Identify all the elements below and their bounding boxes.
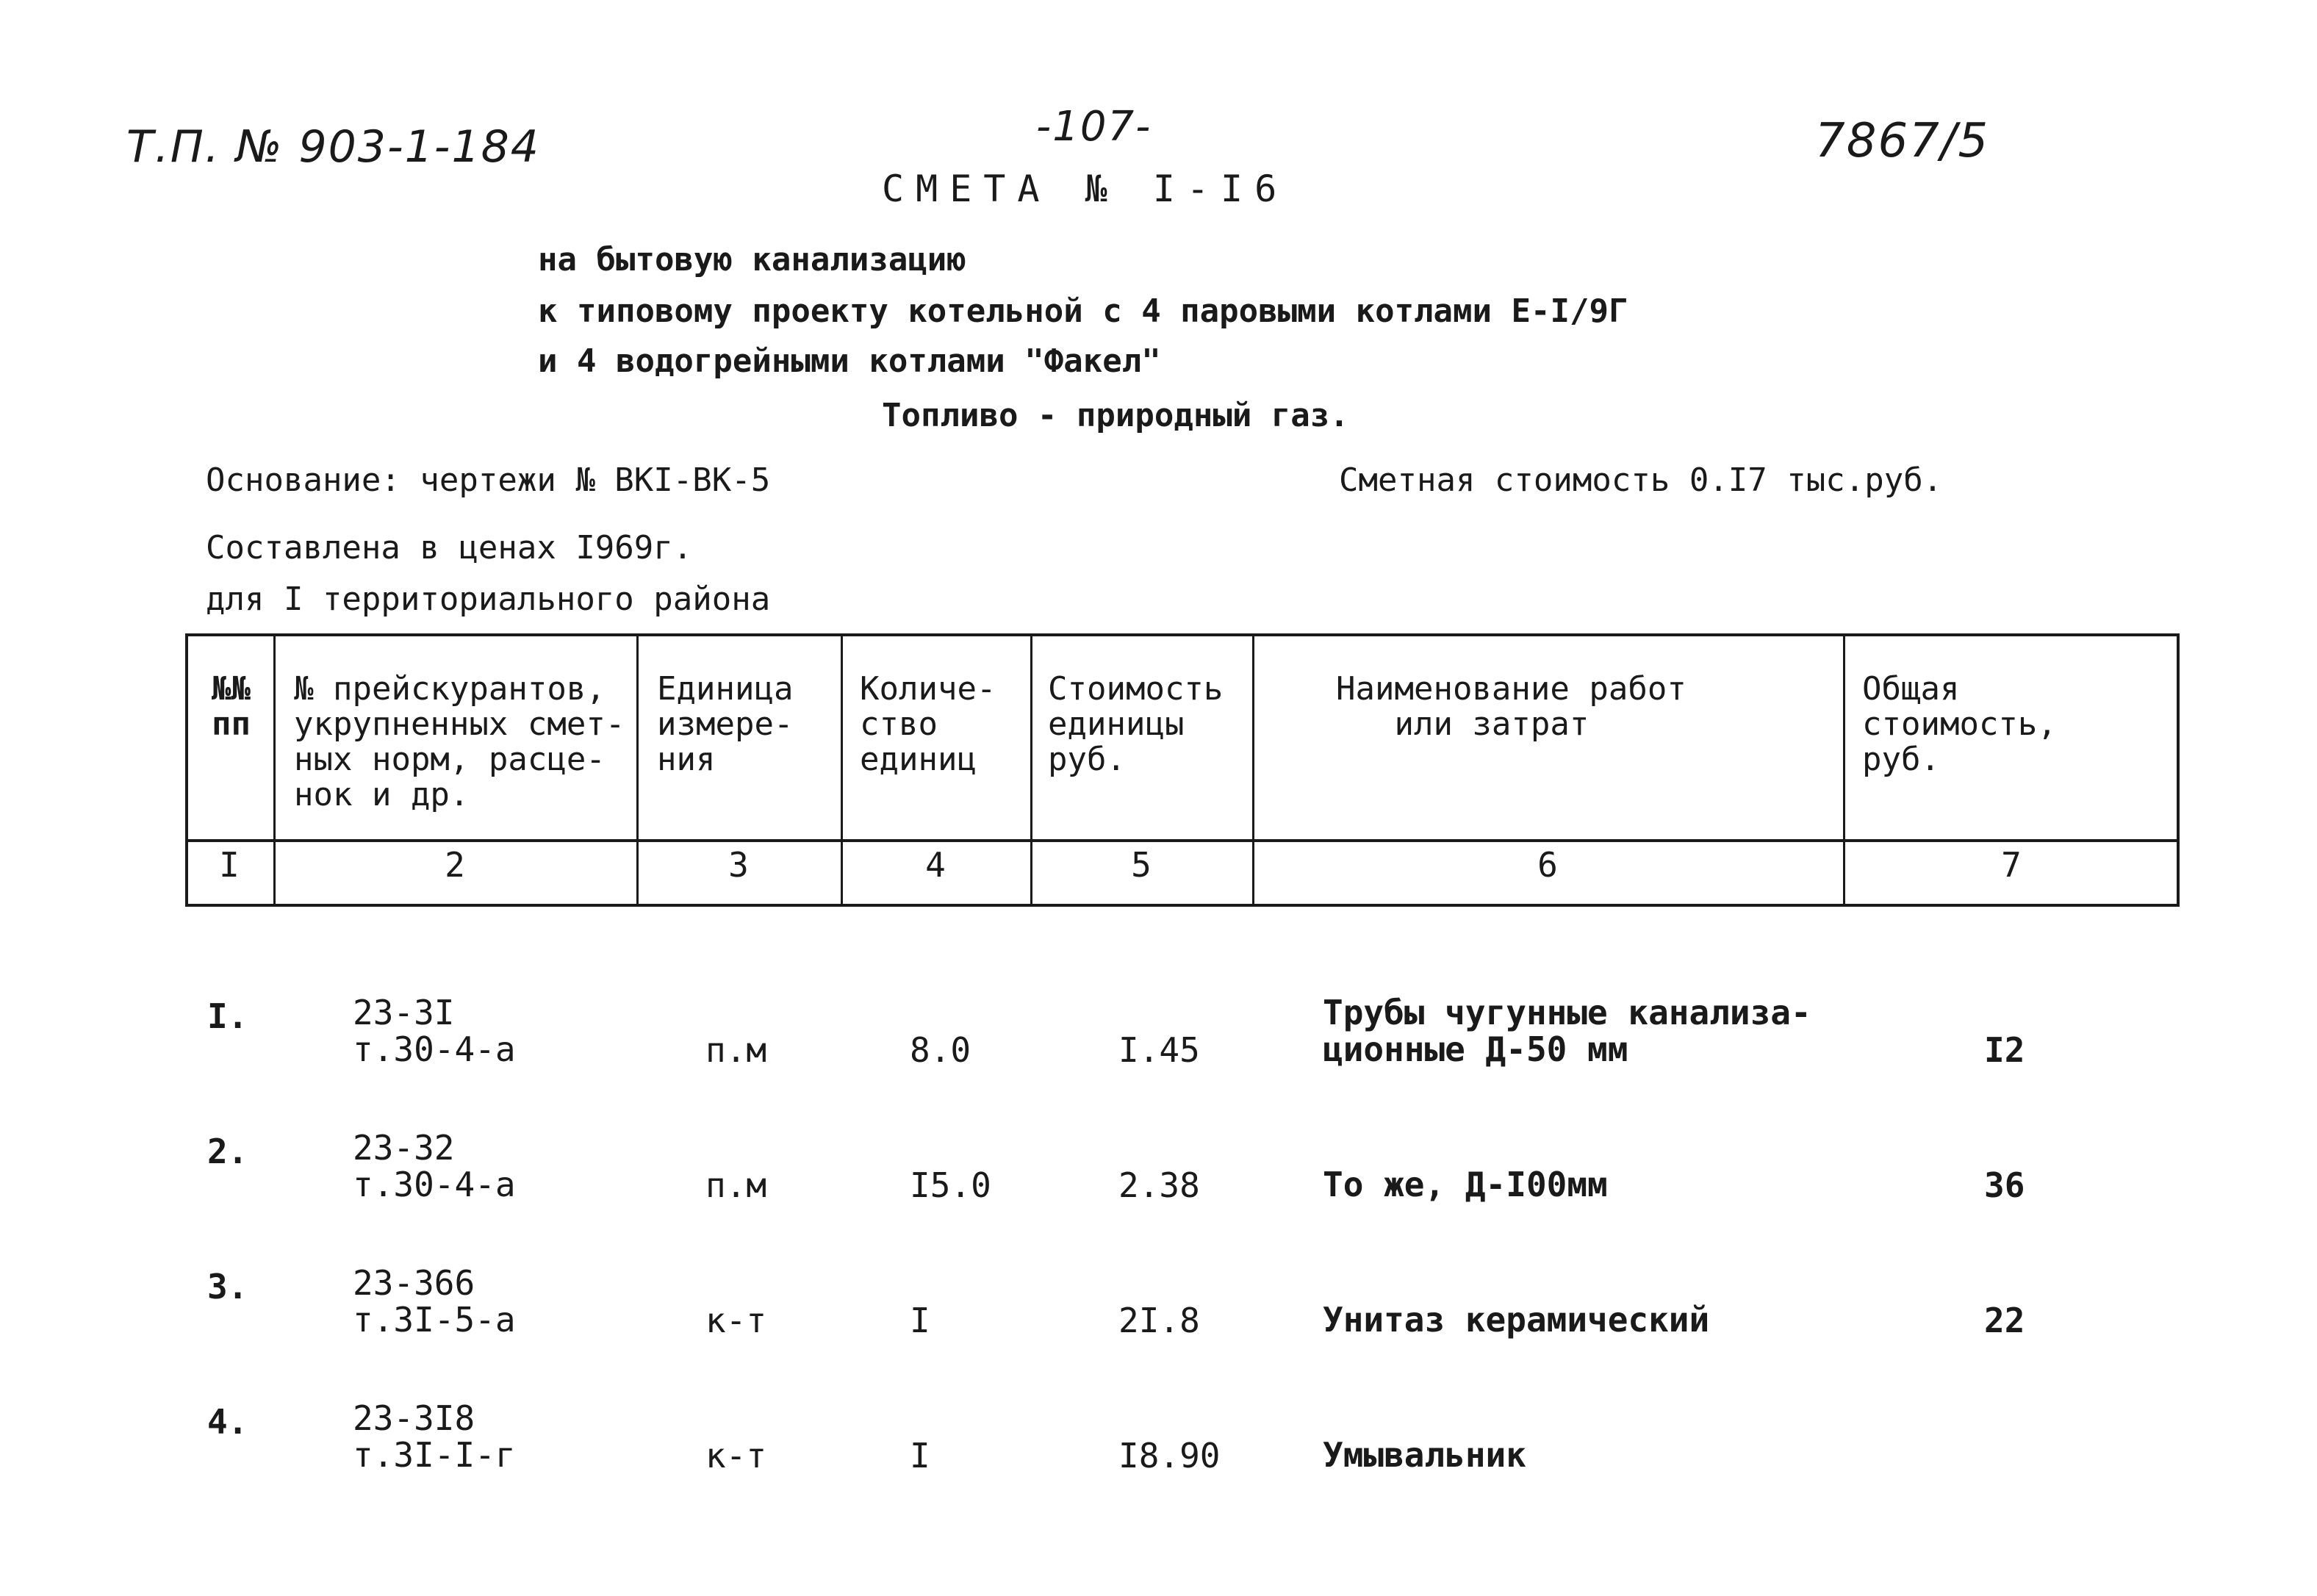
page-title: СМЕТА № I-I6 bbox=[882, 168, 1289, 210]
column-number-5: 5 bbox=[1131, 845, 1152, 885]
row-code-2: т.3I-5-а bbox=[353, 1300, 516, 1340]
column-number-1: I bbox=[219, 845, 240, 885]
row-code-2: т.30-4-а bbox=[353, 1029, 516, 1069]
row-quantity: I bbox=[910, 1436, 930, 1475]
column-header-6: Наименование работ или затрат bbox=[1336, 670, 1686, 743]
estimate-table-header bbox=[185, 633, 2180, 907]
row-unit: к-т bbox=[705, 1301, 767, 1340]
column-number-3: 3 bbox=[728, 845, 749, 885]
row-name-1: Трубы чугунные канализа- bbox=[1323, 993, 1811, 1032]
basis-text: Основание: чертежи № ВКI-ВК-5 bbox=[206, 461, 771, 499]
row-quantity: 8.0 bbox=[910, 1030, 971, 1070]
column-header-5: Стоимость единицы руб. bbox=[1048, 670, 1224, 778]
row-number: I. bbox=[207, 996, 248, 1036]
row-unit: п.м bbox=[705, 1165, 767, 1205]
row-unit-price: I8.90 bbox=[1118, 1436, 1221, 1475]
row-number: 3. bbox=[207, 1267, 248, 1306]
column-header-2: № прейскурантов, укрупненных смет- ных норм, расце- нок и др. bbox=[294, 670, 625, 813]
row-name-2: Унитаз керамический bbox=[1323, 1300, 1710, 1340]
row-code-1: 23-32 bbox=[353, 1128, 455, 1168]
row-name-2: ционные Д-50 мм bbox=[1323, 1029, 1628, 1069]
page-number: -107- bbox=[1036, 103, 1152, 151]
row-code-2: т.3I-I-г bbox=[353, 1435, 516, 1475]
subtitle-line-1: на бытовую канализацию bbox=[538, 241, 966, 278]
row-name-2: То же, Д-I00мм bbox=[1323, 1165, 1608, 1204]
column-number-6: 6 bbox=[1537, 845, 1558, 885]
row-code-2: т.30-4-а bbox=[353, 1165, 516, 1204]
document-code: Т.П. № 903-1-184 bbox=[126, 121, 540, 173]
estimated-cost: Сметная стоимость 0.I7 тыс.руб. bbox=[1339, 461, 1943, 499]
row-unit-price: I.45 bbox=[1118, 1030, 1200, 1070]
row-unit: п.м bbox=[705, 1030, 767, 1070]
column-number-4: 4 bbox=[925, 845, 946, 885]
table-bottom-line bbox=[185, 904, 2180, 907]
column-header-3: Единица измере- ния bbox=[657, 670, 794, 778]
subtitle-line-2: к типовому проекту котельной с 4 паровыми котлами Е-I/9Г bbox=[538, 292, 1628, 330]
row-total: 22 bbox=[1984, 1301, 2025, 1340]
row-code-1: 23-3I bbox=[353, 993, 455, 1032]
region-text: для I территориального района bbox=[206, 580, 771, 618]
row-number: 2. bbox=[207, 1132, 248, 1171]
row-total: I2 bbox=[1984, 1030, 2025, 1070]
row-quantity: I5.0 bbox=[910, 1165, 991, 1205]
column-header-7: Общая стоимость, руб. bbox=[1862, 670, 2057, 778]
row-unit-price: 2.38 bbox=[1118, 1165, 1200, 1205]
row-unit: к-т bbox=[705, 1436, 767, 1475]
column-number-7: 7 bbox=[2001, 845, 2022, 885]
subtitle-line-3: и 4 водогрейными котлами "Факел" bbox=[538, 342, 1161, 380]
row-quantity: I bbox=[910, 1301, 930, 1340]
row-name-2: Умывальник bbox=[1323, 1435, 1526, 1475]
archive-number: 7867/5 bbox=[1815, 114, 1990, 168]
row-total: 36 bbox=[1984, 1165, 2025, 1205]
column-number-2: 2 bbox=[445, 845, 465, 885]
row-number: 4. bbox=[207, 1402, 248, 1442]
row-code-1: 23-3I8 bbox=[353, 1398, 475, 1438]
row-unit-price: 2I.8 bbox=[1118, 1301, 1200, 1340]
column-header-4: Количе- ство единиц bbox=[860, 670, 996, 778]
prices-year: Составлена в ценах I969г. bbox=[206, 529, 693, 567]
subtitle-line-4: Топливо - природный газ. bbox=[882, 397, 1349, 434]
table-top-line bbox=[185, 633, 2180, 636]
row-code-1: 23-366 bbox=[353, 1263, 475, 1303]
table-mid-line bbox=[185, 839, 2180, 842]
column-header-1: №№ пп bbox=[212, 670, 251, 743]
